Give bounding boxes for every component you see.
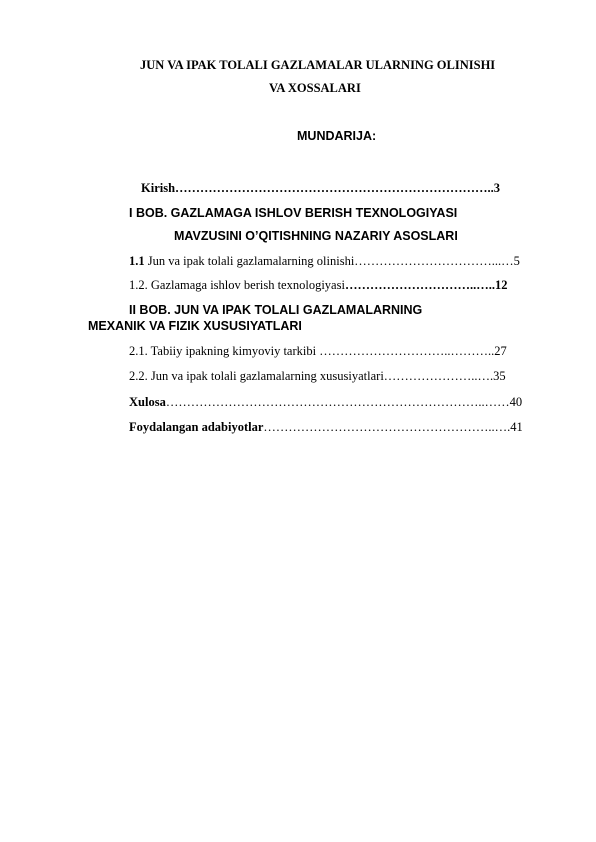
toc-section-1-1-number: 1.1 xyxy=(129,254,145,268)
toc-references xyxy=(129,419,523,435)
toc-section-1-1-text: Jun va ipak tolali gazlamalarning olinishi……………………………...…5 xyxy=(144,254,520,268)
toc-intro: Kirish…………………………………………………………………..3 xyxy=(141,181,501,195)
title-line-2: VA XOSSALARI xyxy=(269,81,361,95)
toc-chapter2-line2: MEXANIK VA FIZIK XUSUSIYATLARI xyxy=(88,319,302,333)
toc-section-1-2-text: 1.2. Gazlamaga ishlov berish texnologiyasi xyxy=(129,278,345,292)
toc-references-label: Foydalangan adabiyotlar xyxy=(129,420,264,434)
contents-heading: MUNDARIJA: xyxy=(297,129,377,143)
toc-section-1-2 xyxy=(129,277,507,293)
toc-chapter2-line1: II BOB. JUN VA IPAK TOLALI GAZLAMALARNING xyxy=(129,303,423,317)
toc-references-leader: ………………………………………………..….41 xyxy=(263,420,523,434)
toc-section-2-2: 2.2. Jun va ipak tolali gazlamalarning xususiyatlari…………………..….35 xyxy=(129,369,506,383)
title-line-1: JUN VA IPAK TOLALI GAZLAMALAR ULARNING OLINISHI xyxy=(140,58,496,72)
toc-section-1-2-leader: …………………………..…..12 xyxy=(344,278,508,292)
toc-conclusion-label: Xulosa xyxy=(129,395,166,409)
toc-conclusion-leader: …………………………………………………………………..……40 xyxy=(165,395,523,409)
toc-conclusion xyxy=(129,394,522,410)
toc-section-1-1 xyxy=(129,253,520,269)
toc-chapter1-line2: MAVZUSINI O’QITISHNING NAZARIY ASOSLARI xyxy=(174,229,458,243)
toc-section-2-1: 2.1. Tabiiy ipakning kimyoviy tarkibi …………………………..………..27 xyxy=(129,344,507,358)
toc-chapter1-line1: I BOB. GAZLAMAGA ISHLOV BERISH TEXNOLOGIYASI xyxy=(129,206,458,220)
